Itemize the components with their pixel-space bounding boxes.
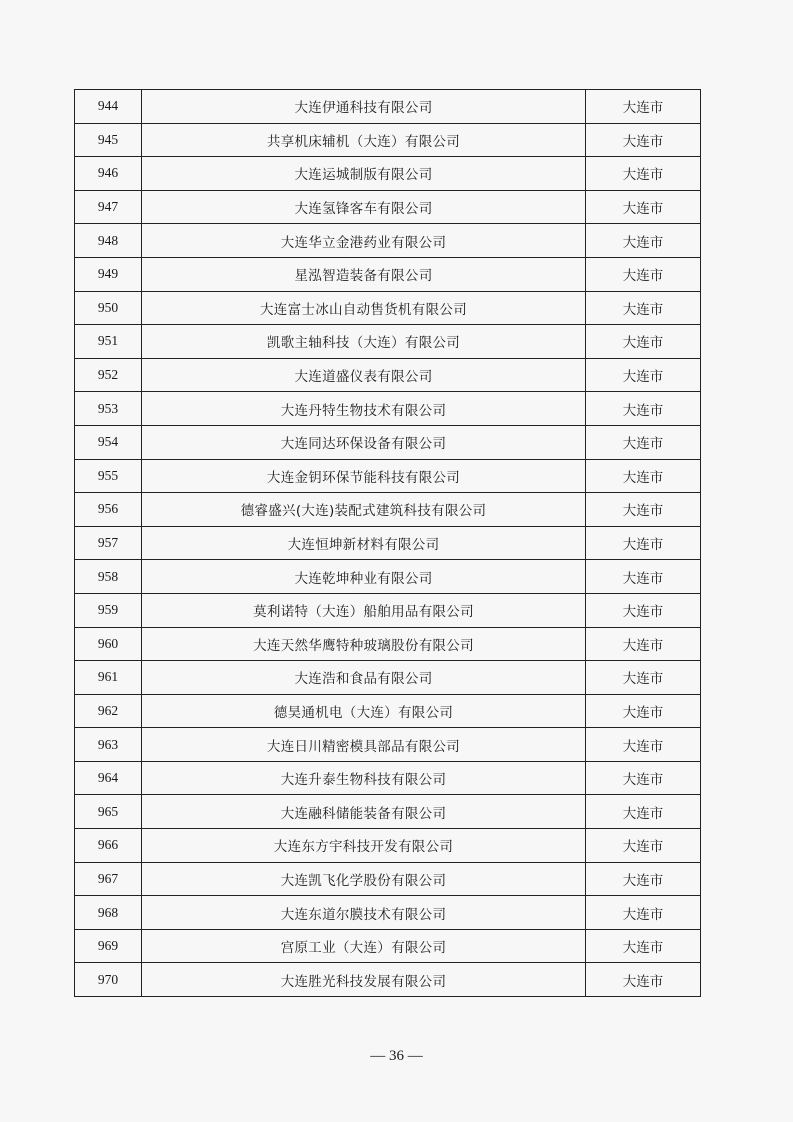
city-name: 大连市 <box>586 358 701 392</box>
company-name: 大连浩和食品有限公司 <box>142 661 586 695</box>
city-name: 大连市 <box>586 728 701 762</box>
company-name: 大连丹特生物技术有限公司 <box>142 392 586 426</box>
table-row <box>75 392 701 426</box>
city-name: 大连市 <box>586 325 701 359</box>
page-number: — 36 — <box>370 1048 423 1064</box>
row-number: 963 <box>75 728 142 762</box>
company-name: 大连华立金港药业有限公司 <box>142 224 586 258</box>
company-name: 星泓智造装备有限公司 <box>142 257 586 291</box>
row-number: 949 <box>75 257 142 291</box>
city-name: 大连市 <box>586 929 701 963</box>
city-name: 大连市 <box>586 526 701 560</box>
table-row <box>75 627 701 661</box>
company-name: 大连金钥环保节能科技有限公司 <box>142 459 586 493</box>
company-name: 凯歌主轴科技（大连）有限公司 <box>142 325 586 359</box>
table-row <box>75 896 701 930</box>
company-name: 共享机床辅机（大连）有限公司 <box>142 123 586 157</box>
row-number: 969 <box>75 929 142 963</box>
table-row <box>75 795 701 829</box>
table-row <box>75 728 701 762</box>
company-name: 莫利诺特（大连）船舶用品有限公司 <box>142 593 586 627</box>
table-row <box>75 526 701 560</box>
city-name: 大连市 <box>586 257 701 291</box>
table-row <box>75 224 701 258</box>
row-number: 961 <box>75 661 142 695</box>
table-row <box>75 459 701 493</box>
company-name: 大连升泰生物科技有限公司 <box>142 761 586 795</box>
table-row <box>75 862 701 896</box>
table-row <box>75 661 701 695</box>
city-name: 大连市 <box>586 425 701 459</box>
company-name: 大连恒坤新材料有限公司 <box>142 526 586 560</box>
city-name: 大连市 <box>586 493 701 527</box>
city-name: 大连市 <box>586 593 701 627</box>
row-number: 967 <box>75 862 142 896</box>
table-row <box>75 291 701 325</box>
row-number: 968 <box>75 896 142 930</box>
table-row <box>75 593 701 627</box>
company-name: 大连天然华鹰特种玻璃股份有限公司 <box>142 627 586 661</box>
city-name: 大连市 <box>586 291 701 325</box>
row-number: 951 <box>75 325 142 359</box>
row-number: 962 <box>75 694 142 728</box>
city-name: 大连市 <box>586 157 701 191</box>
company-name: 德昊通机电（大连）有限公司 <box>142 694 586 728</box>
city-name: 大连市 <box>586 392 701 426</box>
company-name: 大连融科储能装备有限公司 <box>142 795 586 829</box>
table-row <box>75 425 701 459</box>
city-name: 大连市 <box>586 627 701 661</box>
city-name: 大连市 <box>586 459 701 493</box>
company-name: 大连同达环保设备有限公司 <box>142 425 586 459</box>
company-name: 大连道盛仪表有限公司 <box>142 358 586 392</box>
row-number: 955 <box>75 459 142 493</box>
table-row <box>75 90 701 124</box>
row-number: 954 <box>75 425 142 459</box>
row-number: 958 <box>75 560 142 594</box>
table-row <box>75 325 701 359</box>
company-name: 大连日川精密模具部品有限公司 <box>142 728 586 762</box>
city-name: 大连市 <box>586 963 701 997</box>
row-number: 956 <box>75 493 142 527</box>
row-number: 953 <box>75 392 142 426</box>
table-row <box>75 123 701 157</box>
row-number: 952 <box>75 358 142 392</box>
company-name: 宫原工业（大连）有限公司 <box>142 929 586 963</box>
city-name: 大连市 <box>586 123 701 157</box>
table-row <box>75 929 701 963</box>
company-name: 大连胜光科技发展有限公司 <box>142 963 586 997</box>
city-name: 大连市 <box>586 224 701 258</box>
company-name: 大连东方宇科技开发有限公司 <box>142 829 586 863</box>
company-name: 大连氢锋客车有限公司 <box>142 190 586 224</box>
company-name: 德睿盛兴(大连)装配式建筑科技有限公司 <box>142 493 586 527</box>
row-number: 959 <box>75 593 142 627</box>
table-row <box>75 829 701 863</box>
table-row <box>75 761 701 795</box>
table-row <box>75 560 701 594</box>
table-row <box>75 257 701 291</box>
city-name: 大连市 <box>586 862 701 896</box>
table-row <box>75 190 701 224</box>
company-name: 大连运城制版有限公司 <box>142 157 586 191</box>
row-number: 957 <box>75 526 142 560</box>
company-name: 大连东道尔膜技术有限公司 <box>142 896 586 930</box>
company-list-table <box>74 89 701 997</box>
row-number: 944 <box>75 90 142 124</box>
row-number: 945 <box>75 123 142 157</box>
city-name: 大连市 <box>586 795 701 829</box>
company-name: 大连伊通科技有限公司 <box>142 90 586 124</box>
city-name: 大连市 <box>586 761 701 795</box>
row-number: 946 <box>75 157 142 191</box>
city-name: 大连市 <box>586 694 701 728</box>
row-number: 966 <box>75 829 142 863</box>
city-name: 大连市 <box>586 90 701 124</box>
row-number: 948 <box>75 224 142 258</box>
city-name: 大连市 <box>586 190 701 224</box>
company-name: 大连富士冰山自动售货机有限公司 <box>142 291 586 325</box>
table-row <box>75 694 701 728</box>
company-name: 大连凯飞化学股份有限公司 <box>142 862 586 896</box>
city-name: 大连市 <box>586 829 701 863</box>
row-number: 960 <box>75 627 142 661</box>
row-number: 947 <box>75 190 142 224</box>
row-number: 950 <box>75 291 142 325</box>
city-name: 大连市 <box>586 896 701 930</box>
table-row <box>75 358 701 392</box>
city-name: 大连市 <box>586 661 701 695</box>
table-row <box>75 963 701 997</box>
row-number: 970 <box>75 963 142 997</box>
company-name: 大连乾坤种业有限公司 <box>142 560 586 594</box>
city-name: 大连市 <box>586 560 701 594</box>
table-row <box>75 157 701 191</box>
row-number: 965 <box>75 795 142 829</box>
table-row <box>75 493 701 527</box>
table-body <box>75 90 701 997</box>
row-number: 964 <box>75 761 142 795</box>
